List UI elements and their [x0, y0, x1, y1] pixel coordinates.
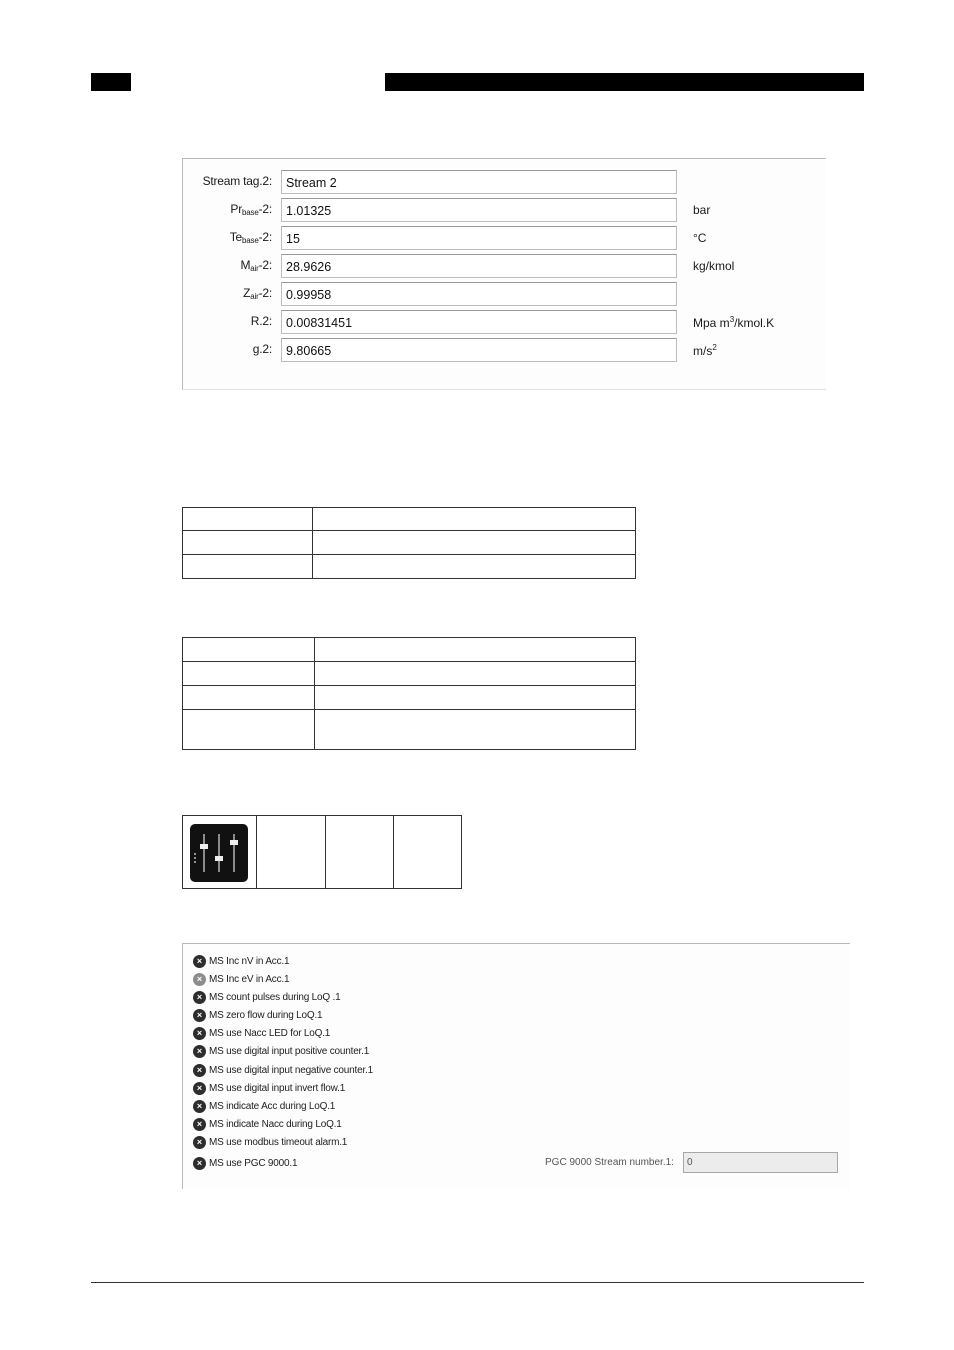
x-circle-icon[interactable]: ×	[193, 1009, 206, 1022]
ms-option-label: MS zero flow during LoQ.1	[209, 1010, 323, 1021]
param-label-main: R.2:	[250, 314, 272, 328]
stream-parameters-panel	[182, 158, 826, 390]
param-label-tail: -2:	[258, 202, 272, 216]
param-value-input[interactable]: 0.99958	[281, 282, 677, 306]
table-cell	[183, 710, 315, 750]
table-cell	[183, 555, 313, 579]
param-label-main: Te	[229, 230, 243, 244]
param-label	[183, 202, 272, 217]
param-label-main: Pr	[230, 202, 243, 216]
param-label	[183, 286, 272, 301]
param-label-sub: base	[242, 236, 259, 245]
param-unit	[693, 203, 710, 217]
x-circle-icon[interactable]: ×	[193, 1118, 206, 1131]
param-unit-main: °C	[693, 231, 707, 245]
param-unit-sup: 3	[729, 315, 735, 324]
table-cell	[315, 686, 636, 710]
param-value-input[interactable]: 0.00831451	[281, 310, 677, 334]
x-circle-icon[interactable]: ×	[193, 1045, 206, 1058]
ms-option-label: MS indicate Acc during LoQ.1	[209, 1101, 336, 1112]
table-cell	[313, 508, 636, 531]
param-row	[183, 282, 826, 308]
empty-cell	[325, 816, 394, 888]
param-label-tail: -2:	[258, 258, 272, 272]
ms-option-label: MS use modbus timeout alarm.1	[209, 1137, 348, 1148]
table-cell	[183, 508, 313, 531]
x-circle-icon[interactable]: ×	[193, 955, 206, 968]
param-row	[183, 170, 826, 196]
param-label	[183, 342, 272, 356]
param-unit-main: m/s	[693, 344, 713, 358]
empty-table-1	[182, 507, 636, 579]
param-label-sub: air	[250, 264, 259, 273]
x-circle-icon[interactable]: ×	[193, 991, 206, 1004]
table-cell	[183, 531, 313, 555]
param-label-sub: base	[242, 208, 259, 217]
param-unit-main: kg/kmol	[693, 259, 735, 273]
icon-table	[182, 815, 462, 889]
param-label	[183, 230, 272, 245]
x-circle-icon[interactable]: ×	[193, 1157, 206, 1170]
table-cell	[183, 638, 315, 662]
param-label-sub: air	[250, 292, 259, 301]
ms-option-label: MS Inc eV in Acc.1	[209, 974, 290, 985]
empty-cell	[256, 816, 326, 888]
x-circle-icon[interactable]: ×	[193, 973, 206, 986]
ms-option-label: MS use Nacc LED for LoQ.1	[209, 1028, 331, 1039]
param-label-main: Stream tag.2:	[202, 174, 272, 188]
param-value-input[interactable]: 9.80665	[281, 338, 677, 362]
ms-option-label: MS use PGC 9000.1	[209, 1158, 298, 1169]
ms-option-label: MS indicate Nacc during LoQ.1	[209, 1119, 342, 1130]
table-cell	[313, 531, 636, 555]
param-label	[183, 314, 272, 328]
param-value-input[interactable]: 15	[281, 226, 677, 250]
ms-option-label: MS count pulses during LoQ .1	[209, 992, 341, 1003]
param-unit	[693, 231, 706, 245]
x-circle-icon[interactable]: ×	[193, 1100, 206, 1113]
param-value-input[interactable]: Stream 2	[281, 170, 677, 194]
param-label-main: Z	[243, 286, 251, 300]
param-unit-tail: /kmol.K	[734, 316, 775, 330]
ms-option-label: MS use digital input negative counter.1	[209, 1065, 373, 1076]
param-label	[183, 258, 272, 273]
param-unit	[693, 259, 734, 273]
param-row	[183, 198, 826, 224]
param-row	[183, 226, 826, 252]
param-row	[183, 254, 826, 280]
x-circle-icon[interactable]: ×	[193, 1082, 206, 1095]
table-cell	[315, 710, 636, 750]
pgc-stream-number-input[interactable]: 0	[683, 1152, 838, 1173]
empty-table-2	[182, 637, 636, 750]
param-label-tail: -2:	[258, 230, 272, 244]
param-unit	[693, 343, 717, 358]
icon-cell	[183, 816, 257, 888]
table-cell	[315, 662, 636, 686]
param-value-input[interactable]: 1.01325	[281, 198, 677, 222]
param-row	[183, 310, 826, 336]
header-right-bar	[385, 73, 864, 91]
param-label-tail: -2:	[258, 286, 272, 300]
ms-option-label: MS Inc nV in Acc.1	[209, 956, 290, 967]
table-cell	[315, 638, 636, 662]
ms-option-label: MS use digital input positive counter.1	[209, 1046, 370, 1057]
table-cell	[183, 662, 315, 686]
table-cell	[313, 555, 636, 579]
param-unit	[693, 315, 774, 330]
x-circle-icon[interactable]: ×	[193, 1064, 206, 1077]
sliders-icon	[190, 824, 248, 882]
pgc-stream-number-label: PGC 9000 Stream number.1:	[545, 1157, 674, 1168]
param-value-input[interactable]: 28.9626	[281, 254, 677, 278]
param-label-main: g.2:	[252, 342, 272, 356]
header-left-bar	[91, 73, 131, 91]
ms-option-label: MS use digital input invert flow.1	[209, 1083, 346, 1094]
param-unit-sup: 2	[712, 343, 717, 352]
ms-settings-panel	[182, 943, 850, 1189]
param-unit-main: bar	[693, 203, 711, 217]
x-circle-icon[interactable]: ×	[193, 1027, 206, 1040]
param-label-main: M	[240, 258, 251, 272]
footer-divider	[91, 1282, 864, 1283]
table-cell	[183, 686, 315, 710]
x-circle-icon[interactable]: ×	[193, 1136, 206, 1149]
param-label	[183, 174, 272, 188]
param-unit-main: Mpa m	[693, 316, 730, 330]
param-row	[183, 338, 826, 364]
